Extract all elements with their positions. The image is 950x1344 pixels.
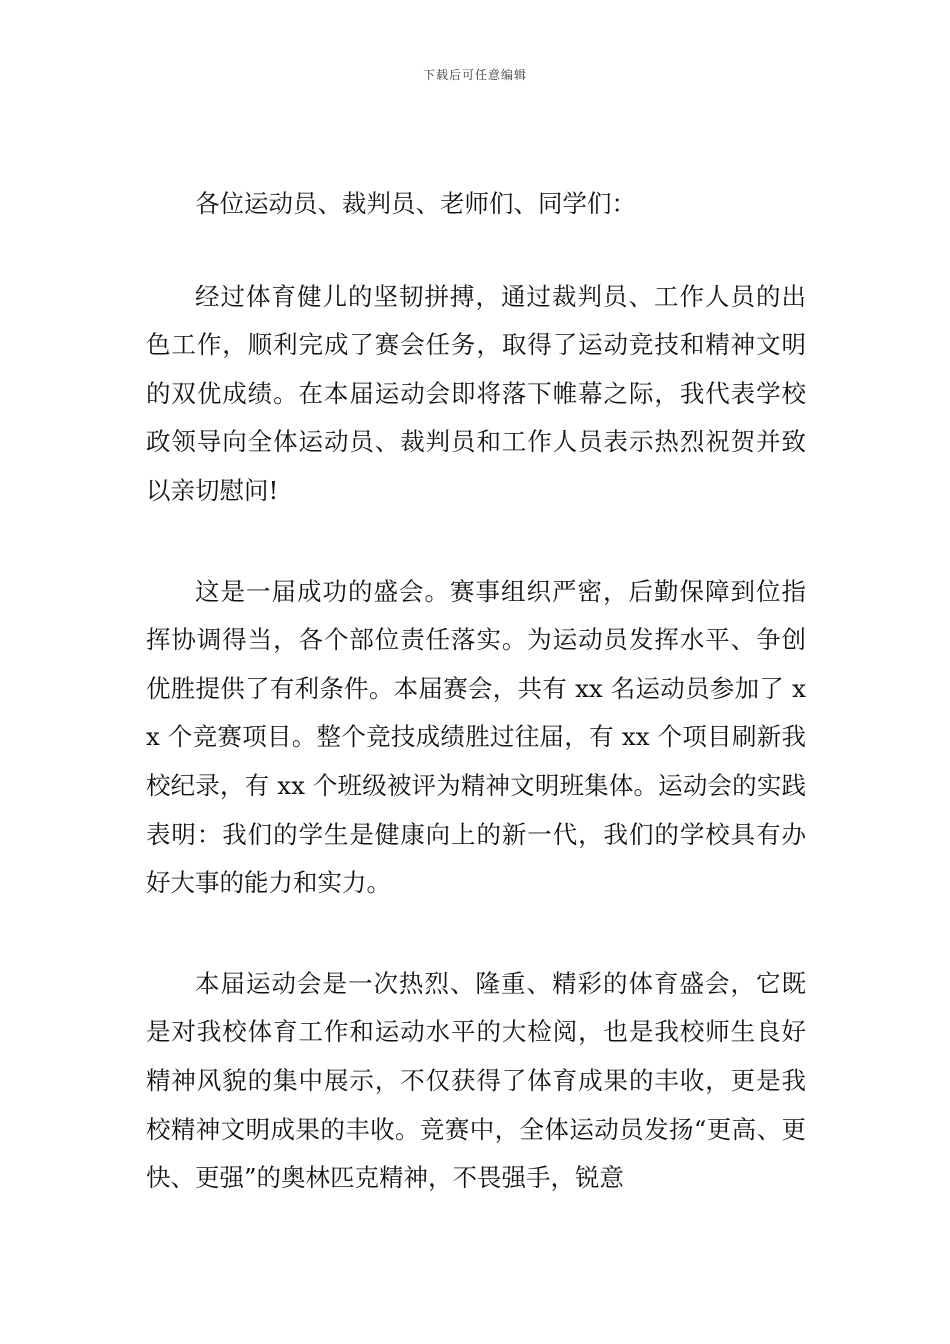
paragraph-2: 这是一届成功的盛会。赛事组织严密，后勤保障到位指挥协调得当，各个部位责任落实。为运动员发挥水平、争创优胜提供了有利条件。本届赛会，共有 xx 名运动员参加了 xx 个竞赛项目。整个竞技成绩胜过往届，有 xx 个项目刷新我校纪录，有 xx 个班级被评为精神文明班集体。运动会的实践表明：我们的学生是健康向上的新一代，我们的学校具有办好大事的能力和实力。 (146, 576, 806, 898)
page-header-note: 下载后可任意编辑 (422, 68, 527, 82)
paragraph-3: 本届运动会是一次热烈、隆重、精彩的体育盛会，它既是对我校体育工作和运动水平的大检阅，也是我校师生良好精神风貌的集中展示，不仅获得了体育成果的丰收，更是我校精神文明成果的丰收。竞赛中，全体运动员发扬“更高、更快、更强”的奥林匹克精神，不畏强手，锐意 (146, 968, 806, 1193)
paragraph-1: 经过体育健儿的坚韧拼搏，通过裁判员、工作人员的出色工作，顺利完成了赛会任务，取得了运动竞技和精神文明的双优成绩。在本届运动会即将落下帷幕之际，我代表学校政领导向全体运动员、裁判员和工作人员表示热烈祝贺并致以亲切慰问! (146, 281, 806, 505)
salutation: 各位运动员、裁判员、老师们、同学们： (195, 189, 636, 218)
document-body (146, 180, 806, 1203)
